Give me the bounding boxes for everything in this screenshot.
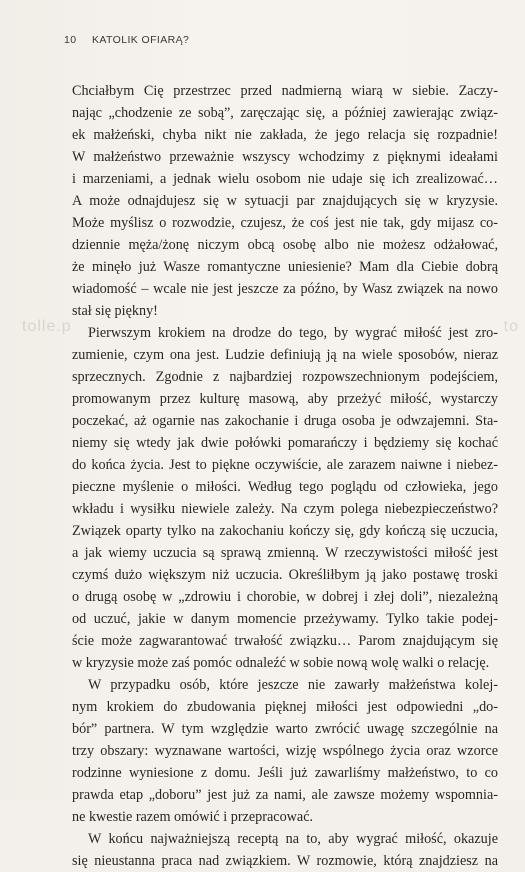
text-line: i marzeniami, a jednak wielu osobom nie udaje się ich zrealizować… xyxy=(72,171,498,187)
running-title: KATOLIK OFIARĄ? xyxy=(92,34,190,46)
watermark-left: tolle.p xyxy=(22,318,72,335)
text-line: wiadomość – wcale nie jest jeszcze za późno, by Wasz związek na nowo xyxy=(72,281,498,297)
text-line: nym krokiem do zbudowania pięknej miłości jest odpowiedni „do- xyxy=(72,699,498,715)
text-line: w kryzysie może zaś pomóc odnaleźć w sobie nową wolę walki o relację. xyxy=(72,655,490,671)
text-line: A może odnajdujesz się w sytuacji par znajdujących się w kryzysie. xyxy=(72,193,498,209)
text-line: W małżeństwo przeważnie wszyscy wchodzimy z pięknymi ideałami xyxy=(72,149,498,165)
page-number: 10 xyxy=(64,34,77,46)
text-line: od uczuć, jakie w danym momencie przeżywamy. Tylko takie podej- xyxy=(72,611,498,627)
text-line: ek małżeński, chyba nikt nie zakłada, że jego relacja się rozpadnie! xyxy=(72,127,498,143)
text-line: Może myślisz o rozwodzie, czujesz, że coś jest nie tak, gdy mijasz co- xyxy=(72,215,498,231)
text-line: o drugą osobę w „zdrowiu i chorobie, w dobrej i złej doli”, niezależną xyxy=(72,589,498,605)
text-line: rodzinne wyniesione z domu. Jeśli już zawarliśmy małżeństwo, to co xyxy=(72,765,498,781)
text-line: Pierwszym krokiem na drodze do tego, by wygrać miłość jest zro- xyxy=(88,325,498,341)
body-text xyxy=(72,80,498,872)
text-line: prawda etap „doboru” jest już za nami, ale zawsze możemy wspomnia- xyxy=(72,787,498,803)
text-line: poczekać, aż ogarnie nas zakochanie i druga osoba je odwzajemni. Sta- xyxy=(72,413,498,429)
watermark-right: to xyxy=(503,318,519,335)
text-line: W końcu najważniejszą receptą na to, aby wygrać miłość, okazuje xyxy=(88,831,498,847)
text-line: ne kwestie razem omówić i przepracować. xyxy=(72,809,314,825)
text-line: sprzecznych. Zgodnie z najbardziej rozpowszechnionym podejściem, xyxy=(72,369,498,385)
text-line: do końca życia. Jest to piękne oczywiście, ale zarazem naiwne i niebez- xyxy=(72,457,498,473)
text-line: dziennie męża/żonę niczym obcą osobę albo nie możesz odżałować, xyxy=(72,237,498,253)
text-line: niemy się wtedy jak dwie połówki pomarańczy i będziemy się kochać xyxy=(72,435,498,451)
text-line: czymś dużo większym niż uczucia. Określiłbym ją jako postawę troski xyxy=(72,567,498,583)
text-line: W przypadku osób, które jeszcze nie zawarły małżeństwa kolej- xyxy=(88,677,498,693)
text-line: stał się piękny! xyxy=(72,303,158,319)
text-line: bór” partnera. W tym względzie warto zwrócić uwagę szczególnie na xyxy=(72,721,498,737)
running-header xyxy=(64,34,189,46)
text-line: pieczne myślenie o miłości. Według tego poglądu od człowieka, jego xyxy=(72,479,498,495)
text-line: zumienie, czym ona jest. Ludzie definiują ją na wiele sposobów, nieraz xyxy=(72,347,498,363)
text-line: ście może zagwarantować trwałość związku… Parom znajdującym się xyxy=(72,633,498,649)
text-line: się nieustanna praca nad związkiem. W rozmowie, którą znajdziesz na xyxy=(72,853,498,869)
text-line: trzy obszary: wyznawane wartości, wizję wspólnego życia oraz wzorce xyxy=(72,743,498,759)
text-line: nając „chodzenie ze sobą”, zaręczając się, a później zawierając związ- xyxy=(72,105,498,121)
text-line: Związek oparty tylko na zakochaniu kończy się, gdy kończą się uczucia, xyxy=(72,523,498,539)
text-line: że minęło już Wasze romantyczne uniesienie? Mam dla Ciebie dobrą xyxy=(72,259,498,275)
text-line: wkładu i wysiłku niewiele zależy. Na czym polega niebezpieczeństwo? xyxy=(72,501,498,517)
text-line: promowanym przez kulturę masową, aby przeżyć miłość, wystarczy xyxy=(72,391,498,407)
text-line: Chciałbym Cię przestrzec przed nadmierną wiarą w siebie. Zaczy- xyxy=(72,83,498,99)
text-line: a jak wiemy uczucia są sprawą zmienną. W rzeczywistości miłość jest xyxy=(72,545,498,561)
